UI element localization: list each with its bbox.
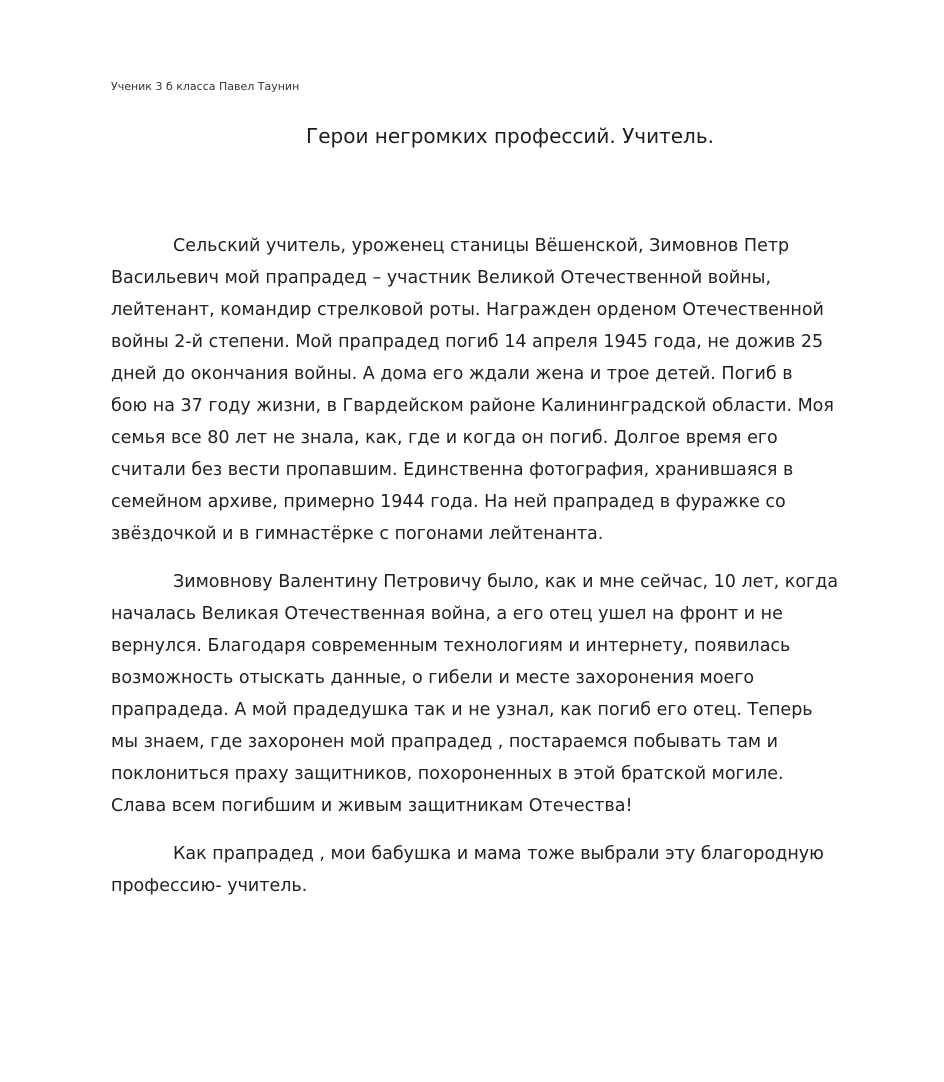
paragraph-line: семейном архиве, примерно 1944 года. На ней прапрадед в фуражке со <box>111 492 786 512</box>
paragraph-line: семья все 80 лет не знала, как, где и когда он погиб. Долгое время его <box>111 428 778 448</box>
paragraph-line: Васильевич мой прапрадед – участник Великой Отечественной войны, <box>111 268 772 288</box>
paragraph-line: Зимовнову Валентину Петровичу было, как и мне сейчас, 10 лет, когда <box>173 572 839 592</box>
document-body <box>111 230 911 918</box>
paragraph-1 <box>111 230 911 550</box>
paragraph-line: поклониться праху защитников, похороненных в этой братской могиле. <box>111 764 784 784</box>
paragraph-line: вернулся. Благодаря современным технологиям и интернету, появилась <box>111 636 791 656</box>
paragraph-line: войны 2-й степени. Мой прапрадед погиб 14 апреля 1945 года, не дожив 25 <box>111 332 824 352</box>
paragraph-line: считали без вести пропавшим. Единственна фотография, хранившаяся в <box>111 460 794 480</box>
paragraph-line: мы знаем, где захоронен мой прапрадед , постараемся побывать там и <box>111 732 779 752</box>
paragraph-line: звёздочкой и в гимнастёрке с погонами лейтенанта. <box>111 524 604 544</box>
paragraph-3 <box>111 838 911 902</box>
paragraph-line: Как прапрадед , мои бабушка и мама тоже выбрали эту благородную <box>173 844 824 864</box>
paragraph-line: началась Великая Отечественная война, а его отец ушел на фронт и не <box>111 604 783 624</box>
paragraph-line: возможность отыскать данные, о гибели и месте захоронения моего <box>111 668 755 688</box>
paragraph-line: профессию- учитель. <box>111 876 308 896</box>
paragraph-line: бою на 37 году жизни, в Гвардейском районе Калининградской области. Моя <box>111 396 834 416</box>
paragraph-line: Сельский учитель, уроженец станицы Вёшенской, Зимовнов Петр <box>173 236 790 256</box>
author-line: Ученик 3 б класса Павел Таунин <box>111 80 300 93</box>
paragraph-line: лейтенант, командир стрелковой роты. Награжден орденом Отечественной <box>111 300 824 320</box>
paragraph-line: дней до окончания войны. А дома его ждали жена и трое детей. Погиб в <box>111 364 793 384</box>
document-title: Герои негромких профессий. Учитель. <box>306 124 714 148</box>
paragraph-line: прапрадеда. А мой прадедушка так и не узнал, как погиб его отец. Теперь <box>111 700 813 720</box>
paragraph-2 <box>111 566 911 822</box>
paragraph-line: Слава всем погибшим и живым защитникам Отечества! <box>111 796 633 816</box>
